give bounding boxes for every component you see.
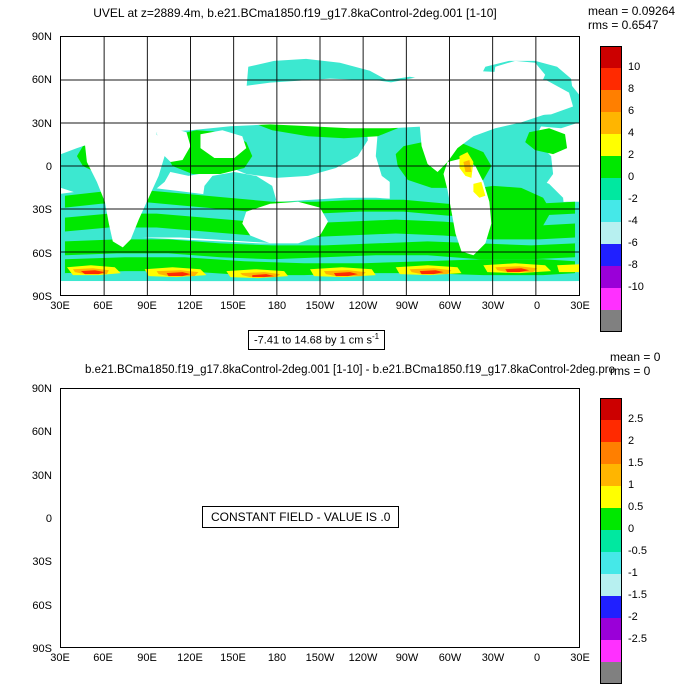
colorbar-swatch [600, 310, 622, 332]
colorbar-label-bottom-3: 1 [628, 479, 635, 491]
colorbar-swatch [600, 288, 622, 310]
range-annotation-top [248, 330, 385, 350]
colorbar-label-top-5: 0 [628, 171, 635, 183]
chart-panel-bottom [0, 350, 700, 700]
xtick-bottom-1: 60E [93, 652, 113, 664]
colorbar-swatch [600, 90, 622, 112]
colorbar-label-top-2: 6 [628, 105, 635, 117]
colorbar-swatch [600, 618, 622, 640]
colorbar-swatch [600, 442, 622, 464]
colorbar-label-bottom-2: 1.5 [628, 457, 644, 469]
colorbar-label-bottom-4: 0.5 [628, 501, 644, 513]
ytick-bottom-1: 60N [31, 426, 52, 438]
xtick-top-0: 30E [50, 300, 70, 312]
colorbar-label-top-1: 8 [628, 83, 635, 95]
ytick-bottom-0: 90N [31, 383, 52, 395]
ytick-bottom-6: 90S [32, 643, 52, 655]
panel-bottom-title: b.e21.BCma1850.f19_g17.8kaControl-2deg.001 [1-10] - b.e21.BCma1850.f19_g17.8kaControl-2deg.pro [84, 364, 615, 376]
panel-top-mean: mean = 0.09264 [588, 4, 676, 18]
colorbar-label-bottom-7: -1 [628, 567, 638, 579]
xtick-bottom-11: 0 [533, 652, 541, 664]
colorbar-label-bottom-0: 2.5 [628, 413, 644, 425]
colorbar-label-bottom-5: 0 [628, 523, 635, 535]
ytick-top-5: 60S [32, 248, 52, 260]
colorbar-swatch [600, 574, 622, 596]
colorbar-swatch [600, 134, 622, 156]
colorbar-swatch [600, 464, 622, 486]
colorbar-label-top-8: -6 [628, 237, 638, 249]
ytick-bottom-3: 0 [45, 513, 52, 525]
xtick-bottom-2: 90E [137, 652, 157, 664]
ytick-bottom-2: 30N [31, 470, 52, 482]
xtick-top-6: 150W [305, 300, 335, 312]
colorbar-swatch [600, 508, 622, 530]
xtick-bottom-0: 30E [50, 652, 70, 664]
xtick-bottom-8: 90W [395, 652, 419, 664]
colorbar-swatch [600, 596, 622, 618]
xtick-bottom-3: 120E [177, 652, 203, 664]
xtick-bottom-6: 150W [305, 652, 335, 664]
xtick-top-5: 180 [267, 300, 287, 312]
colorbar-swatch [600, 552, 622, 574]
constant-field-annotation: CONSTANT FIELD - VALUE IS .0 [202, 506, 399, 528]
colorbar-swatch [600, 222, 622, 244]
colorbar-label-top-0: 10 [628, 61, 641, 73]
colorbar-label-top-6: -2 [628, 193, 638, 205]
xtick-bottom-5: 180 [267, 652, 287, 664]
xtick-top-2: 90E [137, 300, 157, 312]
xtick-top-8: 90W [395, 300, 419, 312]
ytick-top-1: 60N [31, 74, 52, 86]
ytick-top-3: 0 [45, 161, 52, 173]
panel-bottom-rms: rms = 0 [610, 364, 651, 378]
range-text: -7.41 to 14.68 by 1 cm s [254, 334, 373, 347]
xtick-bottom-7: 120W [348, 652, 378, 664]
colorbar-top [600, 46, 660, 293]
colorbar-label-top-4: 2 [628, 149, 635, 161]
colorbar-label-top-9: -8 [628, 259, 638, 271]
colorbar-swatch [600, 46, 622, 68]
colorbar-label-top-10: -10 [628, 281, 644, 293]
colorbar-swatch [600, 178, 622, 200]
panel-bottom-mean: mean = 0 [610, 350, 661, 364]
colorbar-swatch [600, 68, 622, 90]
xtick-bottom-9: 60W [438, 652, 462, 664]
colorbar-swatch [600, 640, 622, 662]
xtick-top-4: 150E [220, 300, 246, 312]
xtick-top-3: 120E [177, 300, 203, 312]
colorbar-bottom [600, 398, 660, 645]
colorbar-label-bottom-6: -0.5 [628, 545, 647, 557]
velocity-field-map [61, 37, 579, 295]
xtick-top-12: 30E [570, 300, 590, 312]
panel-top-title: UVEL at z=2889.4m, b.e21.BCma1850.f19_g17.8kaControl-2deg.001 [1-10] [93, 6, 497, 20]
xtick-top-7: 120W [348, 300, 378, 312]
colorbar-swatch [600, 244, 622, 266]
xtick-bottom-4: 150E [220, 652, 246, 664]
colorbar-label-top-3: 4 [628, 127, 635, 139]
colorbar-swatch [600, 200, 622, 222]
colorbar-swatch [600, 662, 622, 684]
colorbar-swatch [600, 486, 622, 508]
colorbar-label-bottom-8: -1.5 [628, 589, 647, 601]
xtick-top-10: 30W [481, 300, 505, 312]
map-plot-area-top [60, 36, 580, 296]
xtick-bottom-12: 30E [570, 652, 590, 664]
colorbar-swatch [600, 112, 622, 134]
colorbar-swatch [600, 530, 622, 552]
panel-top-rms: rms = 0.6547 [588, 18, 659, 32]
ytick-bottom-5: 60S [32, 600, 52, 612]
ytick-bottom-4: 30S [32, 556, 52, 568]
range-exponent: -1 [372, 332, 380, 341]
xtick-top-1: 60E [93, 300, 113, 312]
ytick-top-2: 30N [31, 118, 52, 130]
xtick-bottom-10: 30W [481, 652, 505, 664]
colorbar-label-bottom-9: -2 [628, 611, 638, 623]
colorbar-swatch [600, 266, 622, 288]
ytick-top-0: 90N [31, 31, 52, 43]
xtick-top-11: 0 [533, 300, 541, 312]
colorbar-swatch [600, 156, 622, 178]
ytick-top-4: 30S [32, 204, 52, 216]
ytick-top-6: 90S [32, 291, 52, 303]
colorbar-swatch [600, 398, 622, 420]
xtick-top-9: 60W [438, 300, 462, 312]
colorbar-label-bottom-10: -2.5 [628, 633, 647, 645]
colorbar-label-top-7: -4 [628, 215, 638, 227]
colorbar-swatch [600, 420, 622, 442]
colorbar-label-bottom-1: 2 [628, 435, 635, 447]
